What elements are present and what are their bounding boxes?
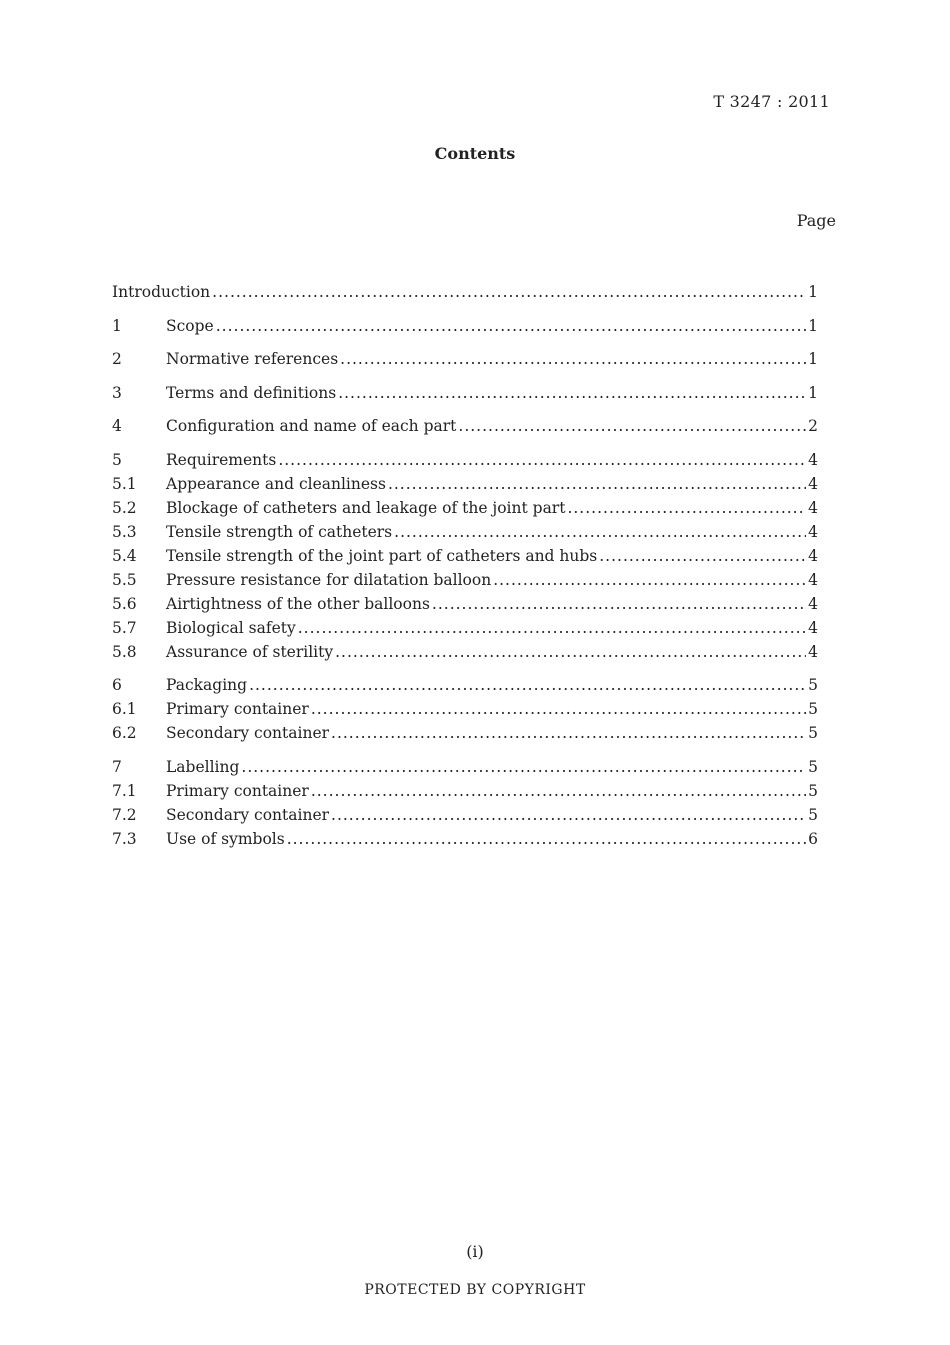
toc-entry-title: Secondary container bbox=[166, 724, 330, 742]
toc-entry[interactable] bbox=[112, 830, 818, 854]
toc-entry-title: Configuration and name of each part bbox=[166, 417, 457, 435]
toc-entry-number: 5.1 bbox=[112, 474, 137, 493]
toc-entry-title: Labelling bbox=[166, 757, 240, 776]
table-of-contents bbox=[112, 283, 818, 854]
toc-entry-title: Packaging bbox=[166, 676, 248, 694]
toc-entry-title: Secondary container bbox=[166, 805, 330, 824]
toc-entry[interactable] bbox=[112, 523, 818, 547]
toc-entry-title: Biological safety bbox=[166, 618, 296, 637]
toc-entry-page: 2 bbox=[808, 417, 818, 435]
toc-entry-number: 5.7 bbox=[112, 618, 137, 637]
toc-entry[interactable] bbox=[112, 643, 818, 667]
toc-entry-page: 5 bbox=[808, 724, 818, 742]
toc-entry-page: 4 bbox=[808, 546, 818, 565]
toc-leader-dots bbox=[241, 758, 806, 776]
toc-entry-number: 1 bbox=[112, 316, 122, 335]
footer-page-number: (i) bbox=[466, 1242, 484, 1261]
toc-entry-page: 1 bbox=[808, 383, 818, 402]
toc-leader-dots bbox=[249, 676, 806, 694]
toc-entry-page: 4 bbox=[808, 450, 818, 469]
toc-entry-title: Airtightness of the other balloons bbox=[166, 594, 430, 613]
toc-entry-page: 1 bbox=[808, 283, 818, 301]
toc-leader-dots bbox=[331, 806, 806, 824]
toc-entry-page: 4 bbox=[808, 474, 818, 493]
toc-entry-page: 1 bbox=[808, 316, 818, 335]
toc-entry[interactable] bbox=[112, 758, 818, 782]
page-title: Contents bbox=[434, 144, 516, 163]
toc-entry-page: 1 bbox=[808, 350, 818, 368]
page-column-label: Page bbox=[796, 211, 836, 230]
toc-entry-title: Normative references bbox=[166, 350, 339, 368]
toc-entry-number: 4 bbox=[112, 417, 122, 435]
toc-leader-dots bbox=[311, 782, 806, 800]
toc-entry-page: 4 bbox=[808, 570, 818, 589]
toc-entry-number: 7 bbox=[112, 757, 122, 776]
toc-entry[interactable] bbox=[112, 619, 818, 643]
toc-entry[interactable] bbox=[112, 724, 818, 748]
toc-entry-title: Tensile strength of the joint part of catheters and hubs bbox=[166, 546, 598, 565]
toc-entry-page: 4 bbox=[808, 522, 818, 541]
toc-leader-dots bbox=[287, 830, 806, 848]
toc-entry-number: 6 bbox=[112, 676, 122, 694]
toc-leader-dots bbox=[567, 499, 806, 517]
toc-entry[interactable] bbox=[112, 700, 818, 724]
toc-leader-dots bbox=[493, 571, 806, 589]
toc-entry-page: 5 bbox=[808, 805, 818, 824]
toc-leader-dots bbox=[335, 643, 806, 661]
toc-entry[interactable] bbox=[112, 384, 818, 408]
toc-entry-page: 5 bbox=[808, 781, 818, 800]
toc-leader-dots bbox=[599, 547, 806, 565]
toc-entry-page: 6 bbox=[808, 829, 818, 848]
toc-leader-dots bbox=[458, 417, 806, 435]
toc-entry[interactable] bbox=[112, 475, 818, 499]
toc-entry-number: 5.5 bbox=[112, 570, 137, 589]
toc-entry-title: Assurance of sterility bbox=[166, 642, 334, 661]
toc-entry-number: 6.2 bbox=[112, 724, 137, 742]
toc-entry-page: 4 bbox=[808, 498, 818, 517]
toc-leader-dots bbox=[394, 523, 806, 541]
toc-leader-dots bbox=[331, 724, 806, 742]
toc-entry[interactable] bbox=[112, 547, 818, 571]
toc-entry[interactable] bbox=[112, 806, 818, 830]
toc-entry-title: Pressure resistance for dilatation balloon bbox=[166, 570, 492, 589]
copyright-notice: PROTECTED BY COPYRIGHT bbox=[364, 1282, 586, 1298]
toc-entry-title: Primary container bbox=[166, 700, 309, 718]
toc-entry-title: Use of symbols bbox=[166, 829, 285, 848]
toc-entry-number: 7.3 bbox=[112, 829, 137, 848]
toc-leader-dots bbox=[278, 451, 806, 469]
toc-entry-number: 5.3 bbox=[112, 522, 137, 541]
toc-entry[interactable] bbox=[112, 317, 818, 341]
toc-leader-dots bbox=[298, 619, 806, 637]
toc-entry-number: 2 bbox=[112, 350, 122, 368]
toc-entry-page: 4 bbox=[808, 618, 818, 637]
toc-leader-dots bbox=[311, 700, 806, 718]
toc-leader-dots bbox=[388, 475, 806, 493]
toc-entry-title: Introduction bbox=[112, 283, 211, 301]
toc-entry[interactable] bbox=[112, 417, 818, 441]
toc-entry[interactable] bbox=[112, 782, 818, 806]
toc-entry-number: 5 bbox=[112, 450, 122, 469]
toc-leader-dots bbox=[338, 384, 806, 402]
toc-entry-number: 3 bbox=[112, 383, 122, 402]
toc-leader-dots bbox=[432, 595, 806, 613]
toc-entry-number: 5.6 bbox=[112, 594, 137, 613]
toc-entry-page: 5 bbox=[808, 700, 818, 718]
toc-entry-page: 4 bbox=[808, 594, 818, 613]
toc-entry-title: Tensile strength of catheters bbox=[166, 522, 393, 541]
toc-entry-number: 5.4 bbox=[112, 546, 137, 565]
toc-entry-introduction[interactable] bbox=[112, 283, 818, 307]
toc-entry[interactable] bbox=[112, 595, 818, 619]
toc-entry-page: 4 bbox=[808, 642, 818, 661]
toc-entry[interactable] bbox=[112, 451, 818, 475]
toc-entry[interactable] bbox=[112, 499, 818, 523]
toc-leader-dots bbox=[216, 317, 806, 335]
toc-entry-page: 5 bbox=[808, 757, 818, 776]
toc-entry-number: 5.8 bbox=[112, 642, 137, 661]
toc-entry-title: Primary container bbox=[166, 781, 309, 800]
toc-entry-title: Scope bbox=[166, 316, 214, 335]
toc-entry-number: 7.1 bbox=[112, 781, 137, 800]
toc-leader-dots bbox=[340, 350, 806, 368]
toc-entry-number: 5.2 bbox=[112, 498, 137, 517]
toc-entry-title: Blockage of catheters and leakage of the joint part bbox=[166, 498, 566, 517]
toc-entry[interactable] bbox=[112, 571, 818, 595]
toc-leader-dots bbox=[212, 283, 806, 301]
toc-entry[interactable] bbox=[112, 676, 818, 700]
toc-entry-title: Requirements bbox=[166, 450, 277, 469]
toc-entry-number: 6.1 bbox=[112, 700, 137, 718]
toc-entry-title: Appearance and cleanliness bbox=[166, 474, 386, 493]
document-id: T 3247 : 2011 bbox=[713, 92, 830, 111]
toc-entry-page: 5 bbox=[808, 676, 818, 694]
toc-entry-title: Terms and definitions bbox=[166, 383, 337, 402]
toc-entry[interactable] bbox=[112, 350, 818, 374]
toc-entry-number: 7.2 bbox=[112, 805, 137, 824]
